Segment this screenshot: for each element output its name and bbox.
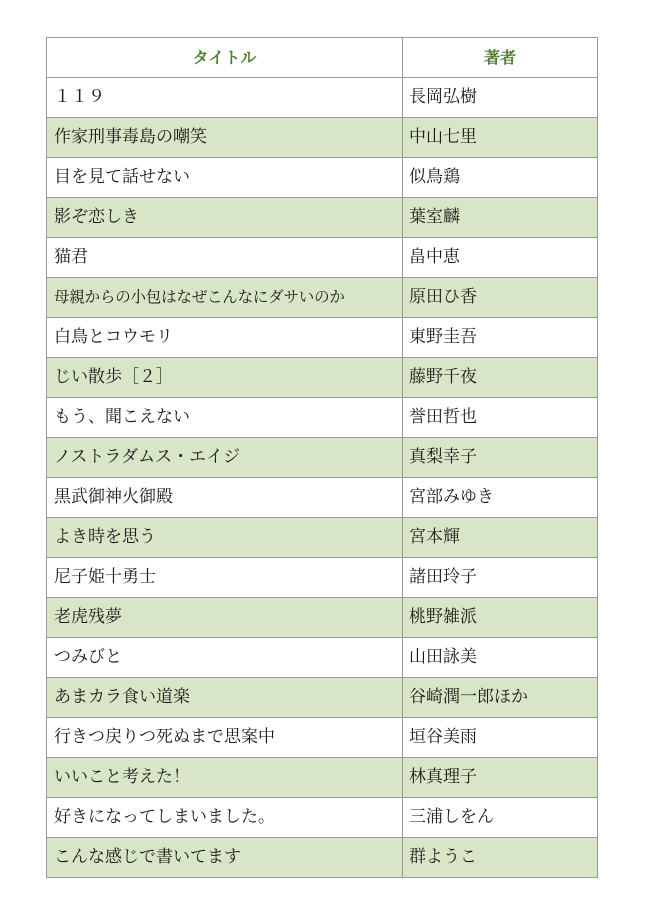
book-author: 長岡弘樹 [403,78,598,118]
book-title: 黒武御神火御殿 [47,478,403,518]
book-title: つみびと [47,638,403,678]
table-row [47,398,598,438]
table-row [47,358,598,398]
book-author: 垣谷美雨 [403,718,598,758]
book-author: 宮部みゆき [403,478,598,518]
book-author: 葉室麟 [403,198,598,238]
book-title: 目を見て話せない [47,158,403,198]
book-author: 藤野千夜 [403,358,598,398]
book-title: よき時を思う [47,518,403,558]
book-title: 母親からの小包はなぜこんなにダサいのか [47,278,403,318]
table-row [47,678,598,718]
book-title: ノストラダムス・エイジ [47,438,403,478]
book-title: あまカラ食い道楽 [47,678,403,718]
book-author: 中山七里 [403,118,598,158]
book-author: 誉田哲也 [403,398,598,438]
table-row [47,438,598,478]
book-author: 東野圭吾 [403,318,598,358]
book-title: 行きつ戻りつ死ぬまで思案中 [47,718,403,758]
title-column-header: タイトル [47,38,403,78]
table-row [47,278,598,318]
book-title: こんな感じで書いてます [47,838,403,878]
book-author: 諸田玲子 [403,558,598,598]
table-row [47,718,598,758]
table-row [47,798,598,838]
table-row [47,518,598,558]
book-title: じい散歩［２］ [47,358,403,398]
table-row [47,238,598,278]
book-author: 群ようこ [403,838,598,878]
table-row [47,78,598,118]
table-row [47,838,598,878]
table-row [47,198,598,238]
book-author: 真梨幸子 [403,438,598,478]
table-row [47,118,598,158]
book-title: 老虎残夢 [47,598,403,638]
book-list-table [46,37,598,878]
table-row [47,478,598,518]
book-title: 影ぞ恋しき [47,198,403,238]
book-author: 宮本輝 [403,518,598,558]
book-author: 谷崎潤一郎ほか [403,678,598,718]
book-title: 猫君 [47,238,403,278]
book-author: 畠中恵 [403,238,598,278]
author-column-header: 著者 [403,38,598,78]
table-row [47,158,598,198]
book-author: 似鳥鶏 [403,158,598,198]
header-row [47,38,598,78]
book-author: 原田ひ香 [403,278,598,318]
book-author: 桃野雑派 [403,598,598,638]
book-title: もう、聞こえない [47,398,403,438]
book-author: 三浦しをん [403,798,598,838]
book-title: いいこと考えた！ [47,758,403,798]
table-row [47,558,598,598]
table-row [47,598,598,638]
book-title: 白鳥とコウモリ [47,318,403,358]
table-row [47,318,598,358]
book-title: １１９ [47,78,403,118]
book-title: 好きになってしまいました。 [47,798,403,838]
book-title: 作家刑事毒島の嘲笑 [47,118,403,158]
book-author: 林真理子 [403,758,598,798]
table-row [47,638,598,678]
table-row [47,758,598,798]
book-author: 山田詠美 [403,638,598,678]
book-title: 尼子姫十勇士 [47,558,403,598]
